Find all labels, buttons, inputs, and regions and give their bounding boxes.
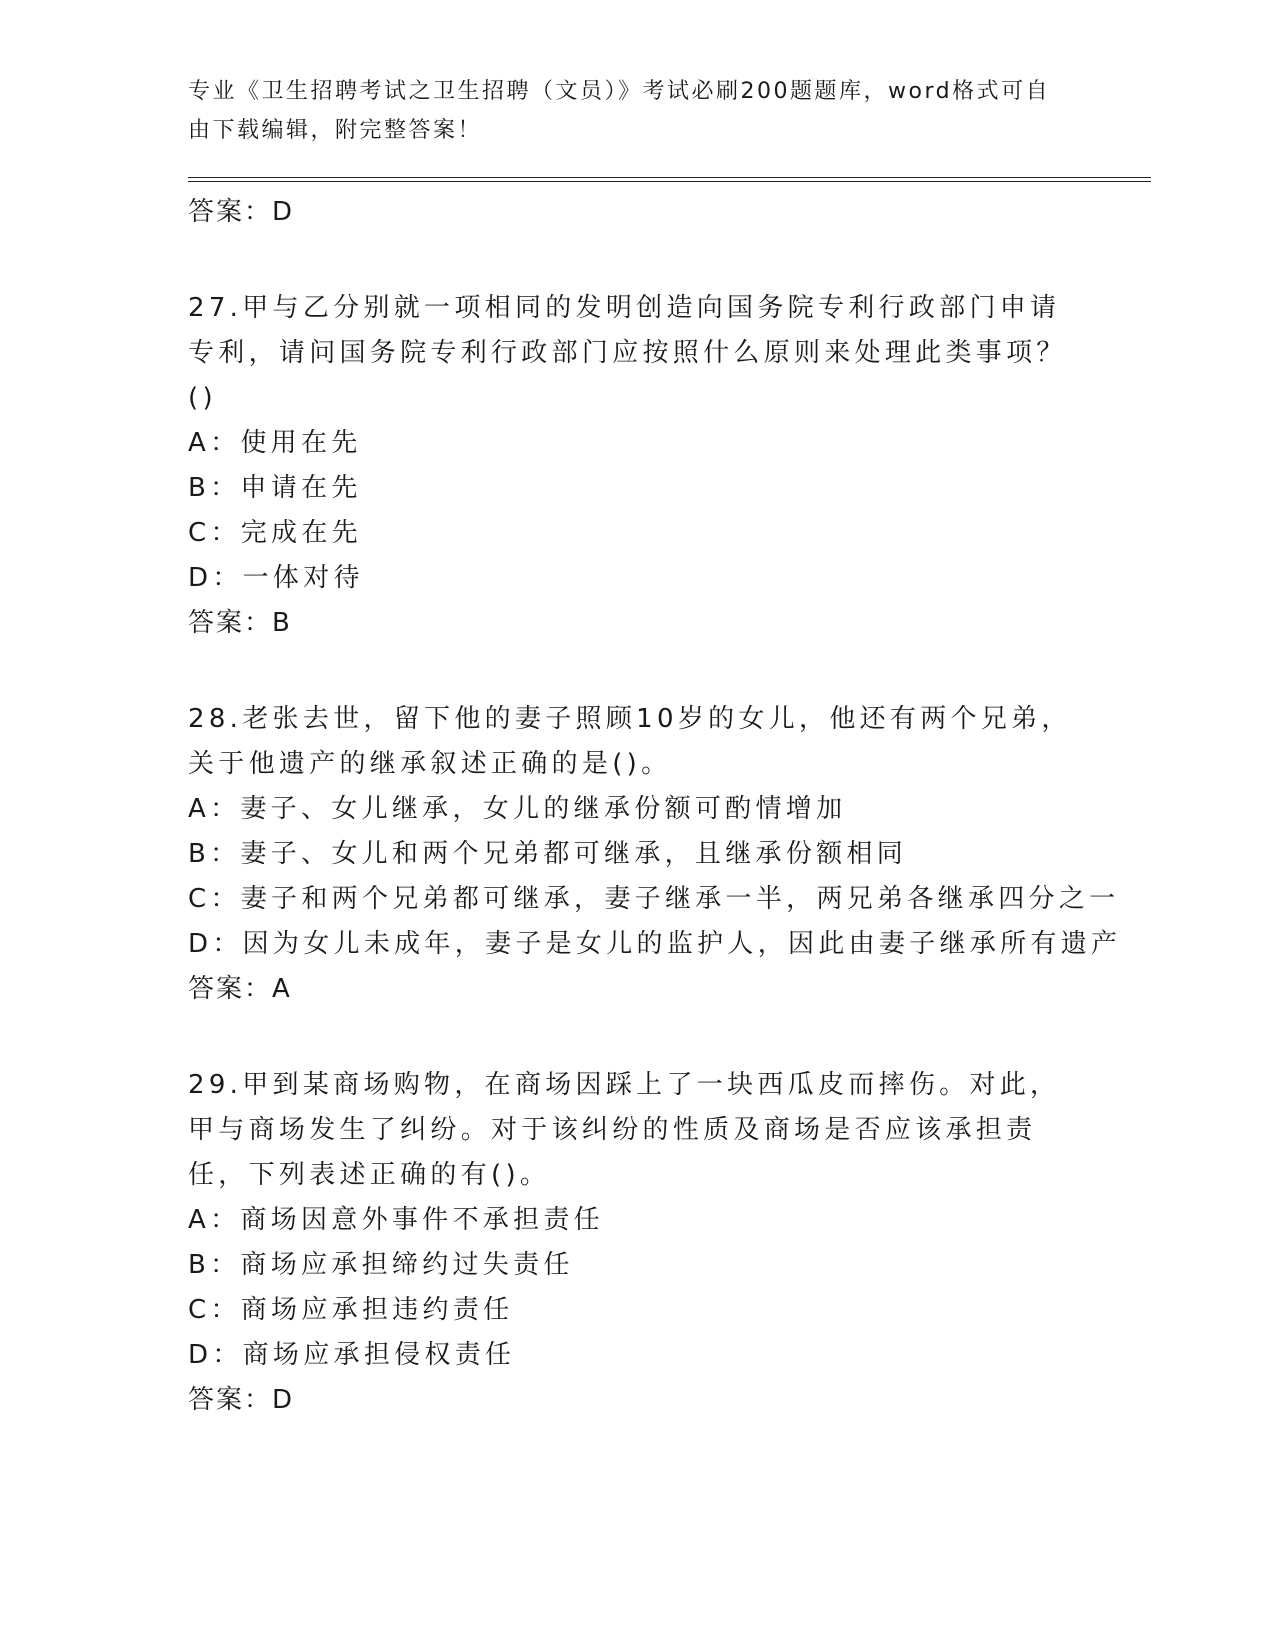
page-header: 专业《卫生招聘考试之卫生招聘（文员）》考试必刷200题题库，word格式可自由下载编辑，附完整答案！ [188, 79, 1051, 143]
option-d: D：一体对待 [188, 563, 364, 593]
option-a: A：商场因意外事件不承担责任 [188, 1205, 604, 1235]
option-d: D：商场应承担侵权责任 [188, 1340, 516, 1370]
option-b: B：商场应承担缔约过失责任 [188, 1250, 574, 1280]
question-stem: 27.甲与乙分别就一项相同的发明创造向国务院专利行政部门申请专利，请问国务院专利行政部门应按照什么原则来处理此类事项？() [188, 293, 1067, 413]
option-a: A：妻子、女儿继承，女儿的继承份额可酌情增加 [188, 794, 847, 824]
option-c: C：妻子和两个兄弟都可继承，妻子继承一半，两兄弟各继承四分之一 [188, 884, 1120, 914]
question-27 [188, 286, 1088, 645]
question-28 [188, 697, 1122, 1011]
question-stem: 29.甲到某商场购物，在商场因踩上了一块西瓜皮而摔伤。对此，甲与商场发生了纠纷。对于该纠纷的性质及商场是否应该承担责任，下列表述正确的有()。 [188, 1070, 1061, 1190]
question-stem: 28.老张去世，留下他的妻子照顾10岁的女儿，他还有两个兄弟，关于他遗产的继承叙述正确的是()。 [188, 704, 1072, 779]
header-divider [188, 177, 1151, 182]
option-d: D：因为女儿未成年，妻子是女儿的监护人，因此由妻子继承所有遗产 [188, 929, 1122, 959]
question-answer: 答案：B [188, 608, 292, 638]
question-answer: 答案：A [188, 974, 292, 1004]
option-b: B：申请在先 [188, 473, 362, 503]
document-body [188, 190, 1122, 1422]
option-c: C：完成在先 [188, 518, 362, 548]
option-b: B：妻子、女儿和两个兄弟都可继承，且继承份额相同 [188, 839, 908, 869]
question-29 [188, 1063, 1088, 1422]
option-c: C：商场应承担违约责任 [188, 1295, 514, 1325]
question-answer: 答案：D [188, 1385, 295, 1415]
previous-answer: 答案：D [188, 197, 295, 227]
option-a: A：使用在先 [188, 428, 362, 458]
